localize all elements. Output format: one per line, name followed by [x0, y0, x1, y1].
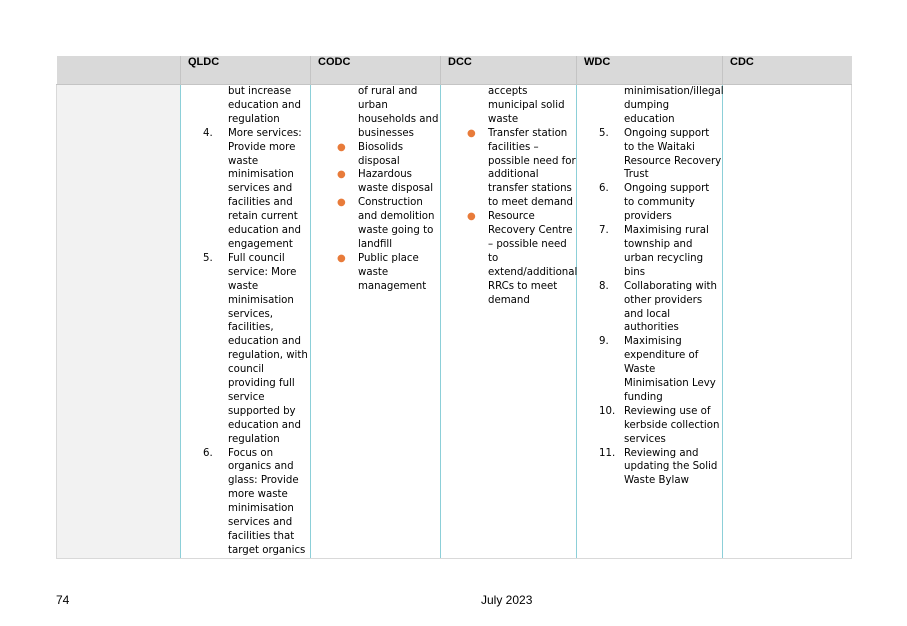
header-codc: CODC: [311, 56, 441, 85]
codc-cell: [311, 85, 441, 559]
cdc-cell: [723, 85, 852, 559]
list-item: 11. Reviewing and updating the Solid Waste Bylaw: [599, 447, 718, 487]
qldc-cell: [181, 85, 311, 559]
header-dcc: DCC: [441, 56, 577, 85]
list-item: ● Transfer station facilities – possible need for additional transfer stations to meet demand: [467, 127, 576, 209]
header-cdc: CDC: [723, 56, 852, 85]
list-item: 10. Reviewing use of kerbside collection services: [599, 405, 720, 445]
row-label-cell: [57, 85, 181, 559]
list-item: ● Construction and demolition waste going to landfill: [337, 197, 435, 250]
list-item: 5. Ongoing support to the Waitaki Resource Recovery Trust: [599, 127, 722, 181]
list-item: 8. Collaborating with other providers and local authorities: [599, 280, 717, 334]
bullet-icon: ●: [337, 141, 346, 153]
footer-date: July 2023: [481, 593, 533, 607]
table-row: [57, 85, 852, 559]
options-table: [56, 56, 852, 559]
list-item: ● Biosolids disposal: [337, 141, 404, 167]
qldc-continuation: but increase education and regulation: [228, 86, 301, 125]
codc-continuation: of rural and urban households and businesses: [358, 86, 439, 139]
wdc-list: [577, 127, 722, 489]
list-item: 7. Maximising rural township and urban recycling bins: [599, 225, 709, 278]
table-header-row: [57, 56, 852, 85]
page-number: 74: [56, 593, 70, 607]
list-item: ● Hazardous waste disposal: [337, 169, 434, 195]
list-item: 5. Full council service: More waste minimisation services, facilities, education and regulation, with council providing full service supported by education and regulation: [203, 252, 308, 445]
dcc-continuation: accepts municipal solid waste: [488, 86, 565, 125]
bullet-icon: ●: [337, 197, 346, 209]
list-item: ● Resource Recovery Centre – possible need to extend/additional RRCs to meet demand: [467, 211, 578, 306]
bullet-icon: ●: [337, 169, 346, 181]
header-wdc: WDC: [577, 56, 723, 85]
list-item: 9. Maximising expenditure of Waste Minimisation Levy funding: [599, 336, 716, 403]
bullet-icon: ●: [337, 252, 346, 264]
bullet-icon: ●: [467, 211, 476, 223]
header-qldc: QLDC: [181, 56, 311, 85]
qldc-list: [181, 127, 310, 558]
wdc-continuation: minimisation/illegal dumping education: [624, 86, 724, 125]
dcc-cell: [441, 85, 577, 559]
dcc-list: [441, 127, 576, 308]
header-blank: [57, 56, 181, 85]
list-item: 6. Ongoing support to community providers: [599, 183, 710, 223]
list-item: ● Public place waste management: [337, 252, 427, 292]
wdc-cell: [577, 85, 723, 559]
codc-list: [311, 141, 440, 294]
list-item: 4. More services: Provide more waste minimisation services and facilities and retain current education and engagement: [203, 127, 302, 250]
bullet-icon: ●: [467, 127, 476, 139]
list-item: 6. Focus on organics and glass: Provide more waste minimisation services and facilities that target organics: [203, 447, 306, 556]
